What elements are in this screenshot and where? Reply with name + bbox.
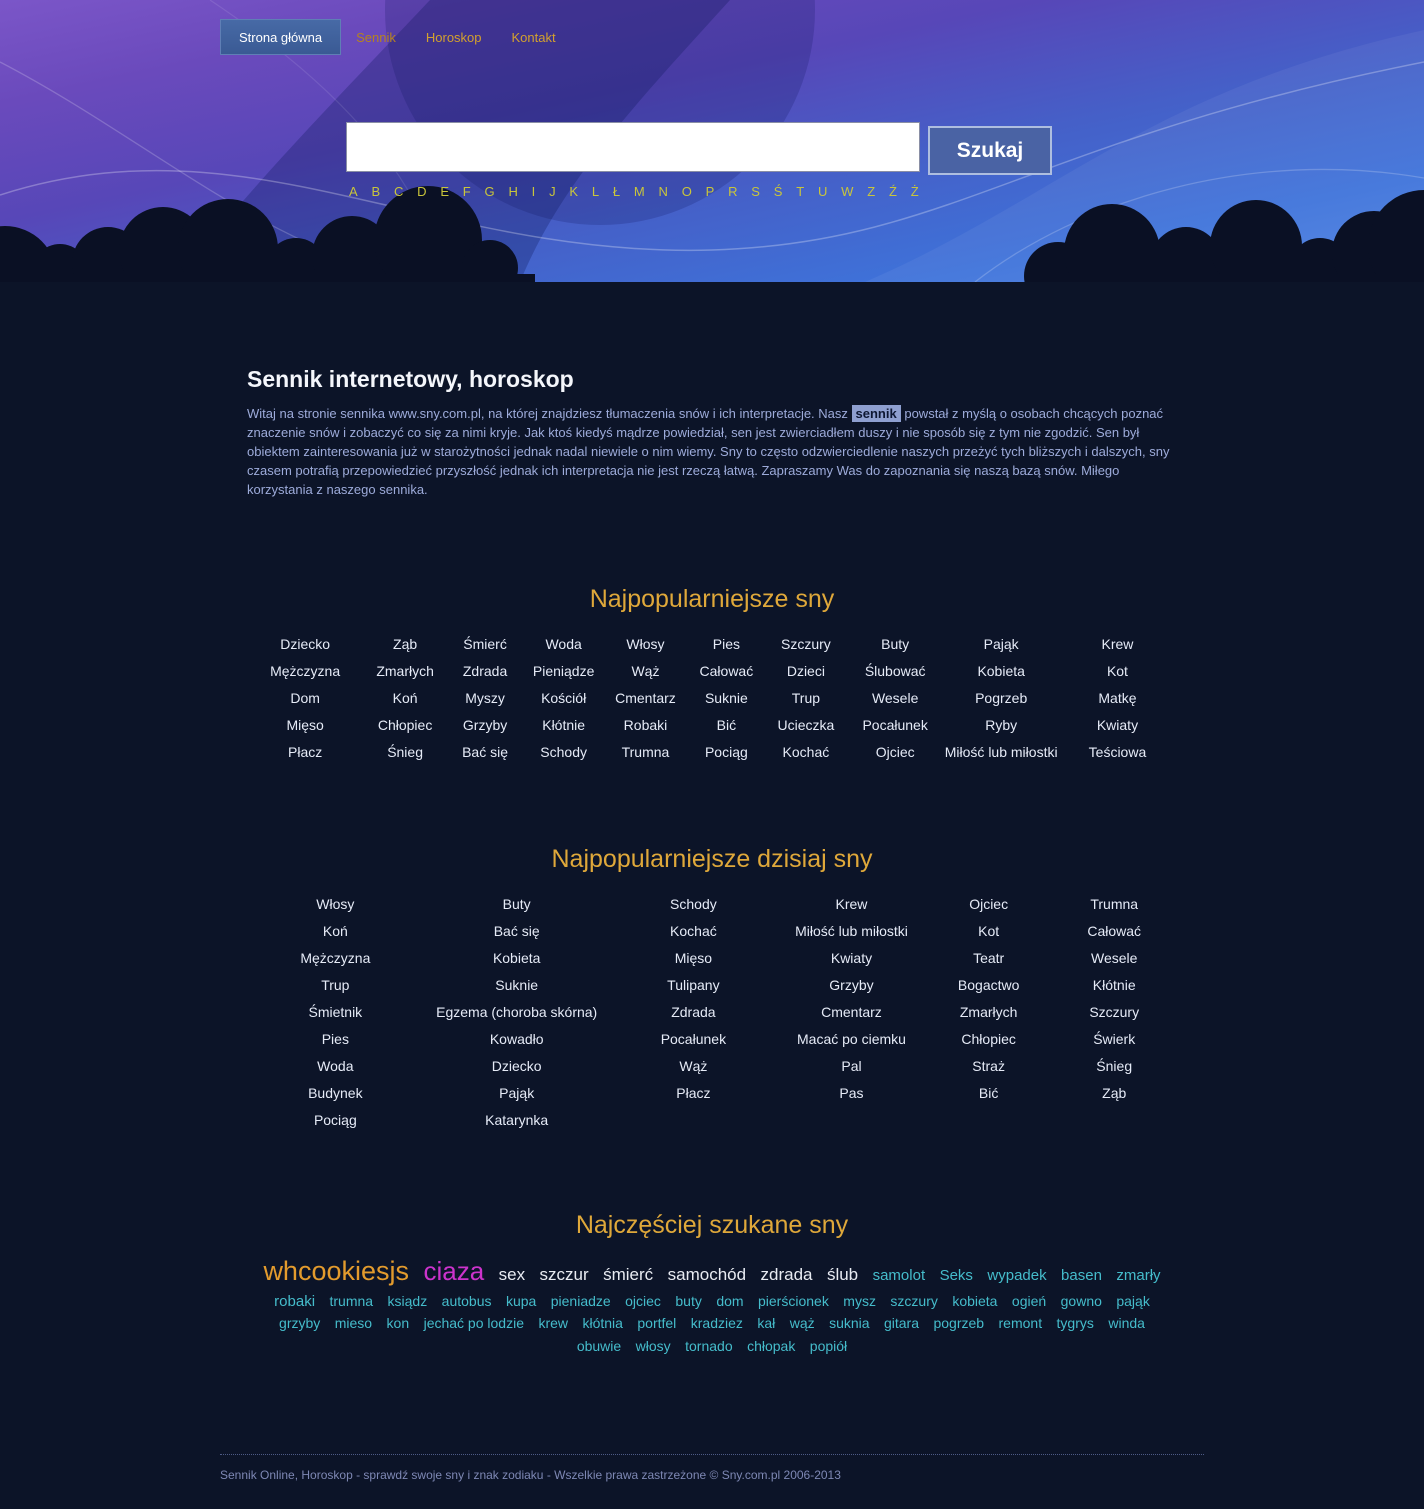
search-tag-szczury[interactable]: szczury — [890, 1292, 938, 1309]
dream-link-kwiaty[interactable]: Kwiaty — [1096, 716, 1139, 733]
nav-item-kontakt[interactable]: Kontakt — [511, 29, 556, 45]
search-tag-ciaza[interactable]: ciaza — [423, 1256, 485, 1286]
dream-link-egzema-choroba-skórna-[interactable]: Egzema (choroba skórna) — [436, 1003, 598, 1020]
search-tag-pogrzeb[interactable]: pogrzeb — [933, 1315, 985, 1332]
intro-paragraph — [247, 404, 1177, 499]
search-tag-seks[interactable]: Seks — [939, 1267, 973, 1284]
dream-link-robaki[interactable]: Robaki — [623, 716, 668, 733]
search-tag-remont[interactable]: remont — [998, 1315, 1043, 1332]
search-tag-mysz[interactable]: mysz — [843, 1292, 876, 1309]
alphabet-letter-l[interactable]: L — [591, 184, 600, 199]
dream-link-krew[interactable]: Krew — [835, 895, 868, 912]
dream-link-chłopiec[interactable]: Chłopiec — [961, 1030, 1016, 1047]
alphabet-letter-ź[interactable]: Ź — [889, 184, 897, 199]
alphabet-letter-g[interactable]: G — [484, 184, 495, 199]
alphabet-letter-m[interactable]: M — [633, 184, 645, 199]
dream-link-kot[interactable]: Kot — [1106, 662, 1128, 679]
search-tag-wypadek[interactable]: wypadek — [987, 1267, 1047, 1284]
table-row — [247, 738, 1177, 765]
dream-link-bać-się[interactable]: Bać się — [462, 743, 509, 760]
main-nav — [220, 19, 571, 55]
search-button[interactable]: Szukaj — [928, 126, 1052, 175]
table-row — [247, 711, 1177, 738]
dream-link-śmierć[interactable]: Śmierć — [463, 635, 507, 652]
dream-link-kobieta[interactable]: Kobieta — [977, 662, 1025, 679]
table-row — [247, 657, 1177, 684]
dream-link-kwiaty[interactable]: Kwiaty — [830, 949, 873, 966]
search-tag-ksiądz[interactable]: ksiądz — [387, 1292, 428, 1309]
dream-link-ucieczka[interactable]: Ucieczka — [777, 716, 835, 733]
dream-link-kłótnie[interactable]: Kłótnie — [542, 716, 586, 733]
search-tag-obuwie[interactable]: obuwie — [576, 1337, 622, 1354]
alphabet-letter-ż[interactable]: Ż — [910, 184, 919, 199]
dream-link-szczury[interactable]: Szczury — [1089, 1003, 1140, 1020]
table-row — [247, 1106, 1177, 1133]
dream-link-kościół[interactable]: Kościół — [541, 689, 587, 706]
dream-link-kobieta[interactable]: Kobieta — [492, 949, 541, 966]
most-searched-title: Najczęściej szukane sny — [575, 1211, 849, 1239]
alphabet-nav — [349, 184, 919, 199]
dream-link-płacz[interactable]: Płacz — [288, 743, 323, 760]
dream-link-bić[interactable]: Bić — [978, 1084, 999, 1101]
dream-link-buty[interactable]: Buty — [881, 635, 910, 652]
dream-link-trup[interactable]: Trup — [791, 689, 821, 706]
table-row — [247, 971, 1177, 998]
search-tag-suknia[interactable]: suknia — [829, 1315, 870, 1332]
search-tag-mieso[interactable]: mieso — [334, 1315, 373, 1332]
search-tag-kał[interactable]: kał — [757, 1315, 776, 1332]
search-tag-sex[interactable]: sex — [498, 1265, 526, 1284]
search-tag-popiół[interactable]: popiół — [809, 1337, 848, 1354]
search-tag-gitara[interactable]: gitara — [883, 1315, 920, 1332]
search-input[interactable] — [346, 122, 920, 172]
footer-copyright: Sennik Online, Horoskop - sprawdź swoje sny i znak zodiaku - Wszelkie prawa zastrzeżone © Sny.com.pl 2006-2013 — [220, 1467, 841, 1482]
alphabet-letter-w[interactable]: W — [841, 184, 854, 199]
dream-link-kochać[interactable]: Kochać — [670, 922, 717, 939]
dream-link-pies[interactable]: Pies — [321, 1030, 349, 1047]
search-tag-tornado[interactable]: tornado — [685, 1337, 733, 1354]
popular-dreams-table — [247, 630, 1177, 765]
search-tag-zmarły[interactable]: zmarły — [1116, 1267, 1161, 1284]
table-row — [247, 630, 1177, 657]
dream-link-bać-się[interactable]: Bać się — [493, 922, 540, 939]
table-row — [247, 998, 1177, 1025]
search-tag-śmierć[interactable]: śmierć — [603, 1265, 654, 1284]
search-tag-whcookiesjs[interactable]: whcookiesjs — [263, 1256, 409, 1286]
search-tag-gowno[interactable]: gowno — [1060, 1292, 1102, 1309]
search-tag-kobieta[interactable]: kobieta — [952, 1292, 998, 1309]
alphabet-letter-f[interactable]: F — [462, 184, 471, 199]
popular-today-table — [247, 890, 1177, 1133]
dream-link-woda[interactable]: Woda — [545, 635, 582, 652]
dream-link-mięso[interactable]: Mięso — [286, 716, 324, 733]
dream-link-bogactwo[interactable]: Bogactwo — [957, 976, 1020, 993]
search-tag-pieniadze[interactable]: pieniadze — [550, 1292, 611, 1309]
dream-link-pas[interactable]: Pas — [839, 1084, 864, 1101]
alphabet-letter-k[interactable]: K — [569, 184, 579, 199]
dream-link-pies[interactable]: Pies — [712, 635, 740, 652]
dream-link-schody[interactable]: Schody — [670, 895, 717, 912]
search-tag-krew[interactable]: krew — [538, 1315, 568, 1332]
dream-link-tulipany[interactable]: Tulipany — [667, 976, 720, 993]
dream-link-szczury[interactable]: Szczury — [780, 635, 831, 652]
popular-today-title: Najpopularniejsze dzisiaj sny — [551, 845, 873, 873]
alphabet-letter-d[interactable]: D — [417, 184, 427, 199]
table-row — [247, 1025, 1177, 1052]
dream-link-suknie[interactable]: Suknie — [495, 976, 539, 993]
alphabet-letter-n[interactable]: N — [658, 184, 668, 199]
search-area — [346, 122, 1052, 175]
dream-link-woda[interactable]: Woda — [317, 1057, 354, 1074]
dream-link-wąż[interactable]: Wąż — [631, 662, 660, 679]
search-tag-kradziez[interactable]: kradziez — [690, 1315, 743, 1332]
page-title: Sennik internetowy, horoskop — [247, 366, 574, 392]
dream-link-chłopiec[interactable]: Chłopiec — [377, 716, 433, 733]
search-tag-kupa[interactable]: kupa — [505, 1292, 537, 1309]
dream-link-grzyby[interactable]: Grzyby — [462, 716, 508, 733]
dream-link-wąż[interactable]: Wąż — [679, 1057, 708, 1074]
alphabet-letter-p[interactable]: P — [705, 184, 715, 199]
dream-link-ząb[interactable]: Ząb — [393, 635, 418, 652]
search-tag-kłótnia[interactable]: kłótnia — [582, 1315, 623, 1332]
alphabet-letter-r[interactable]: R — [728, 184, 738, 199]
alphabet-letter-b[interactable]: B — [371, 184, 381, 199]
dream-link-śnieg[interactable]: Śnieg — [387, 743, 423, 760]
table-row — [247, 944, 1177, 971]
dream-link-włosy[interactable]: Włosy — [626, 635, 665, 652]
nav-item-strona-główna[interactable]: Strona główna — [220, 19, 341, 55]
alphabet-letter-e[interactable]: E — [440, 184, 449, 199]
dream-link-kot[interactable]: Kot — [978, 922, 1000, 939]
dream-link-kłótnie[interactable]: Kłótnie — [1092, 976, 1136, 993]
dream-link-pocałunek[interactable]: Pocałunek — [660, 1030, 727, 1047]
page-footer — [220, 1454, 1204, 1509]
popular-dreams-title: Najpopularniejsze sny — [589, 585, 835, 613]
search-tag-grzyby[interactable]: grzyby — [279, 1315, 321, 1332]
intro-text-after: powstał z myślą o osobach chcących poznać znaczenie snów i zobaczyć co się za nimi kryje. Jak ktoś kiedyś mądrze powiedział, sen jest zwierciadłem duszy i nie sposób się z tym nie zgodzić. Sen był obiektem zainteresowania już w starożytności jednak nadal niewiele o nim wiemy. Sny to często odzwierciedlenie naszych przeżyć tych bliższych i dalszych, sny czasem potrafią przepowiedzieć przyszłość jednak ich interpretacja nie jest rzeczą łatwą. Zapraszamy Was do zapoznania się naszą bazą snów. Miłego korzystania z naszego sennika. — [247, 406, 1170, 497]
dream-link-całować[interactable]: Całować — [1087, 922, 1142, 939]
intro-highlight-sennik: sennik — [852, 405, 901, 422]
dream-link-buty[interactable]: Buty — [502, 895, 531, 912]
search-tag-autobus[interactable]: autobus — [441, 1292, 492, 1309]
dream-link-cmentarz[interactable]: Cmentarz — [821, 1003, 882, 1020]
search-tag-robaki[interactable]: robaki — [274, 1292, 316, 1310]
dream-link-cmentarz[interactable]: Cmentarz — [615, 689, 676, 706]
dream-link-pociąg[interactable]: Pociąg — [704, 743, 748, 760]
search-tag-tygrys[interactable]: tygrys — [1056, 1315, 1094, 1332]
table-row — [247, 1052, 1177, 1079]
dream-link-dziecko[interactable]: Dziecko — [491, 1057, 542, 1074]
table-row — [247, 684, 1177, 711]
search-tag-winda[interactable]: winda — [1108, 1315, 1145, 1332]
main-content — [220, 282, 1204, 1509]
dream-link-pogrzeb[interactable]: Pogrzeb — [975, 689, 1028, 706]
dream-link-miłość-lub-miłostki[interactable]: Miłość lub miłostki — [795, 922, 908, 939]
search-tag-dom[interactable]: dom — [716, 1292, 744, 1309]
dream-link-ślubować[interactable]: Ślubować — [864, 662, 926, 679]
table-row — [247, 890, 1177, 917]
dream-link-grzyby[interactable]: Grzyby — [829, 976, 874, 993]
search-tag-samochód[interactable]: samochód — [667, 1265, 747, 1284]
dream-link-schody[interactable]: Schody — [540, 743, 587, 760]
search-tag-zdrada[interactable]: zdrada — [760, 1265, 813, 1284]
search-tag-kon[interactable]: kon — [386, 1315, 410, 1332]
dream-link-koń[interactable]: Koń — [322, 922, 348, 939]
dream-link-teściowa[interactable]: Teściowa — [1088, 743, 1147, 760]
search-tag-trumna[interactable]: trumna — [329, 1292, 374, 1309]
dream-link-pieniądze[interactable]: Pieniądze — [532, 662, 595, 679]
dream-link-włosy[interactable]: Włosy — [316, 895, 355, 912]
search-tag-ślub[interactable]: ślub — [826, 1265, 859, 1284]
dream-link-pocałunek[interactable]: Pocałunek — [862, 716, 928, 733]
dream-link-mężczyzna[interactable]: Mężczyzna — [300, 949, 371, 966]
dream-link-koń[interactable]: Koń — [392, 689, 418, 706]
tag-cloud — [247, 1253, 1177, 1358]
dream-link-kowadło[interactable]: Kowadło — [489, 1030, 544, 1047]
intro-text-before: Witaj na stronie sennika www.sny.com.pl, na której znajdziesz tłumaczenia snów i ich interpretacje. Nasz — [247, 406, 848, 421]
search-tag-wąż[interactable]: wąż — [789, 1315, 815, 1332]
dream-link-pal[interactable]: Pal — [841, 1057, 862, 1074]
dream-link-dziecko[interactable]: Dziecko — [280, 635, 331, 652]
dream-link-ojciec[interactable]: Ojciec — [875, 743, 915, 760]
search-tag-samolot[interactable]: samolot — [872, 1267, 926, 1284]
dream-link-dom[interactable]: Dom — [290, 689, 320, 706]
dream-link-teatr[interactable]: Teatr — [973, 949, 1005, 966]
alphabet-letter-j[interactable]: J — [549, 184, 556, 199]
dream-link-macać-po-ciemku[interactable]: Macać po ciemku — [797, 1030, 906, 1047]
alphabet-letter-i[interactable]: I — [531, 184, 536, 199]
dream-link-pająk[interactable]: Pająk — [983, 635, 1019, 652]
alphabet-letter-ł[interactable]: Ł — [612, 184, 621, 199]
dream-link-trumna[interactable]: Trumna — [1090, 895, 1139, 912]
dream-link-suknie[interactable]: Suknie — [704, 689, 748, 706]
nav-item-horoskop[interactable]: Horoskop — [425, 29, 482, 45]
dream-link-zdrada[interactable]: Zdrada — [462, 662, 508, 679]
dream-link-kochać[interactable]: Kochać — [782, 743, 830, 760]
dream-link-miłość-lub-miłostki[interactable]: Miłość lub miłostki — [944, 743, 1058, 760]
search-tag-szczur[interactable]: szczur — [539, 1265, 589, 1284]
dream-link-myszy[interactable]: Myszy — [465, 689, 505, 706]
dream-link-mięso[interactable]: Mięso — [674, 949, 713, 966]
dream-link-ojciec[interactable]: Ojciec — [969, 895, 1009, 912]
dream-link-wesele[interactable]: Wesele — [871, 689, 919, 706]
table-row — [247, 1079, 1177, 1106]
alphabet-letter-ś[interactable]: Ś — [773, 184, 783, 199]
dream-link-katarynka[interactable]: Katarynka — [485, 1111, 549, 1128]
dream-link-trumna[interactable]: Trumna — [621, 743, 670, 760]
search-tag-ojciec[interactable]: ojciec — [625, 1292, 661, 1309]
page-header — [0, 0, 1424, 282]
dream-link-dzieci[interactable]: Dzieci — [786, 662, 825, 679]
dream-link-zmarłych[interactable]: Zmarłych — [376, 662, 434, 679]
dream-link-budynek[interactable]: Budynek — [308, 1084, 363, 1101]
dream-link-śnieg[interactable]: Śnieg — [1096, 1057, 1133, 1074]
dream-link-matkę[interactable]: Matkę — [1098, 689, 1137, 706]
dream-link-pociąg[interactable]: Pociąg — [313, 1111, 357, 1128]
alphabet-letter-u[interactable]: U — [817, 184, 828, 199]
dream-link-świerk[interactable]: Świerk — [1093, 1030, 1136, 1047]
search-tag-pająk[interactable]: pająk — [1116, 1292, 1150, 1309]
search-tag-ogień[interactable]: ogień — [1011, 1292, 1047, 1309]
alphabet-letter-z[interactable]: Z — [867, 184, 876, 199]
dream-link-bić[interactable]: Bić — [716, 716, 737, 733]
search-tag-jechać-po-lodzie[interactable]: jechać po lodzie — [423, 1315, 524, 1332]
dream-link-ząb[interactable]: Ząb — [1102, 1084, 1127, 1101]
search-tag-basen[interactable]: basen — [1061, 1267, 1102, 1284]
alphabet-letter-a[interactable]: A — [349, 184, 358, 199]
search-tag-włosy[interactable]: włosy — [635, 1337, 671, 1354]
alphabet-letter-t[interactable]: T — [796, 184, 805, 199]
search-tag-portfel[interactable]: portfel — [637, 1315, 677, 1332]
dream-link-wesele[interactable]: Wesele — [1090, 949, 1138, 966]
alphabet-letter-s[interactable]: S — [751, 184, 760, 199]
dream-link-ryby[interactable]: Ryby — [985, 716, 1018, 733]
search-tag-buty[interactable]: buty — [675, 1292, 702, 1309]
table-row — [247, 917, 1177, 944]
alphabet-letter-c[interactable]: C — [393, 184, 404, 199]
nav-item-sennik[interactable]: Sennik — [356, 29, 396, 45]
dream-link-straż[interactable]: Straż — [972, 1057, 1005, 1074]
dream-link-trup[interactable]: Trup — [321, 976, 350, 993]
dream-link-zdrada[interactable]: Zdrada — [671, 1003, 716, 1020]
dream-link-płacz[interactable]: Płacz — [676, 1084, 711, 1101]
alphabet-letter-o[interactable]: O — [681, 184, 692, 199]
search-tag-chłopak[interactable]: chłopak — [747, 1337, 796, 1354]
dream-link-zmarłych[interactable]: Zmarłych — [959, 1003, 1018, 1020]
dream-link-mężczyzna[interactable]: Mężczyzna — [270, 662, 341, 679]
alphabet-letter-h[interactable]: H — [508, 184, 518, 199]
dream-link-pająk[interactable]: Pająk — [499, 1084, 535, 1101]
dream-link-śmietnik[interactable]: Śmietnik — [308, 1003, 363, 1020]
search-tag-pierścionek[interactable]: pierścionek — [758, 1292, 829, 1309]
dream-link-całować[interactable]: Całować — [699, 662, 754, 679]
dream-link-krew[interactable]: Krew — [1101, 635, 1134, 652]
